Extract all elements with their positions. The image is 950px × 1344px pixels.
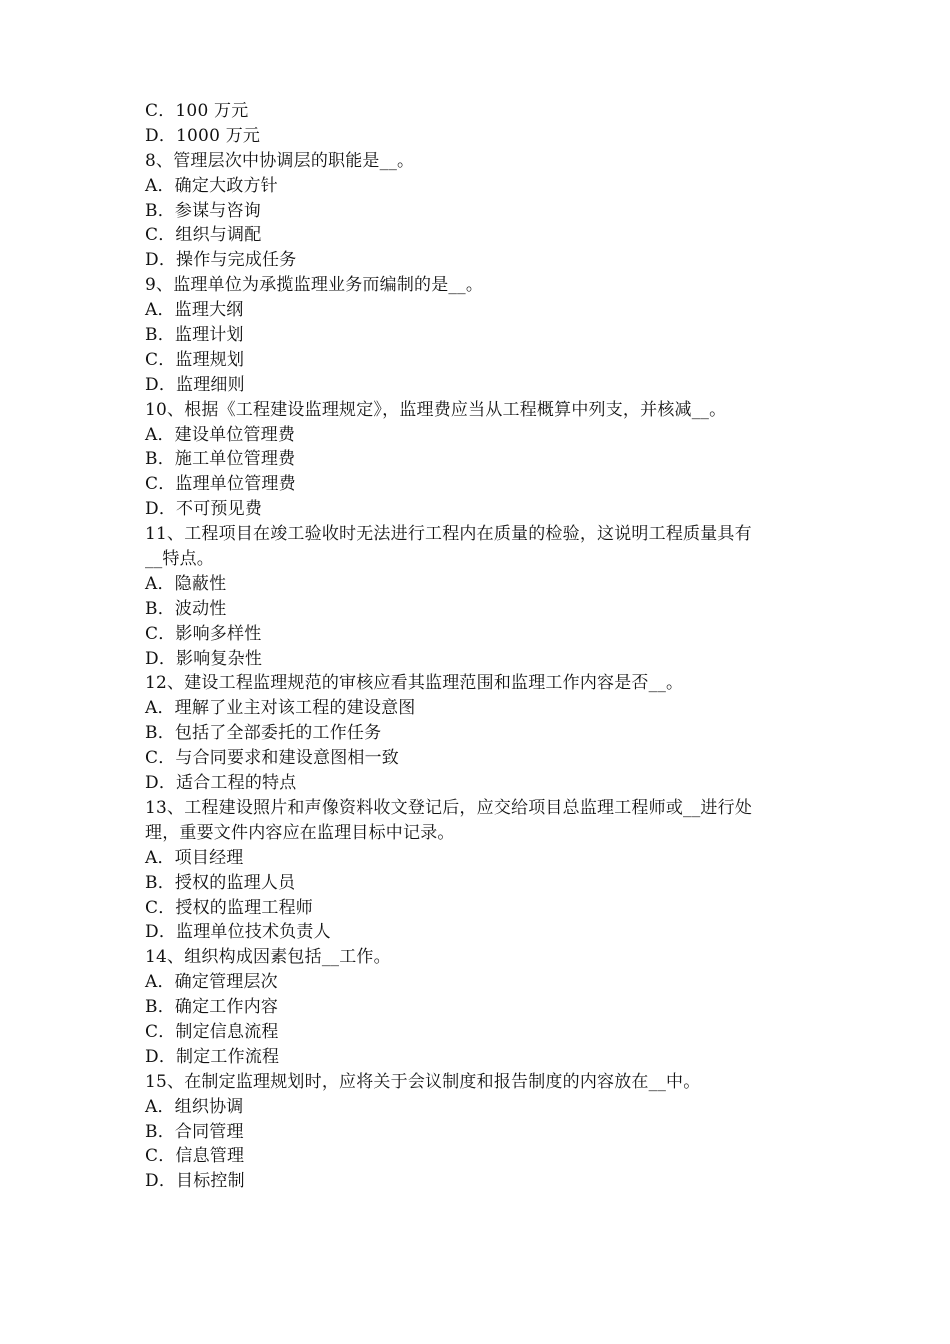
option-line: B．授权的监理人员 [145,872,296,893]
option-line: C．制定信息流程 [145,1021,279,1042]
question-line: 8、管理层次中协调层的职能是__。 [145,150,415,171]
option-line: D．影响复杂性 [145,648,263,669]
question-line: 10、根据《工程建设监理规定》，监理费应当从工程概算中列支，并核减__。 [145,399,727,420]
option-line: B．波动性 [145,598,227,619]
option-line: A．隐蔽性 [145,573,227,594]
option-line: D．监理单位技术负责人 [145,922,331,943]
option-line: D．制定工作流程 [145,1046,280,1067]
option-line: C．授权的监理工程师 [145,897,314,918]
question-line: 15、在制定监理规划时，应将关于会议制度和报告制度的内容放在__中。 [145,1071,701,1092]
option-line: A．监理大纲 [145,300,244,321]
option-line: C．组织与调配 [145,225,262,246]
option-line: A．确定大政方针 [145,175,278,196]
option-line: D．目标控制 [145,1171,245,1192]
option-line: A．确定管理层次 [145,972,278,993]
question-line-continued: __特点。 [145,549,214,570]
option-line: C．与合同要求和建设意图相一致 [145,748,400,769]
option-line: A．理解了业主对该工程的建设意图 [145,698,416,719]
option-line: C．影响多样性 [145,623,262,644]
option-line: B．监理计划 [145,325,244,346]
question-line: 11、工程项目在竣工验收时无法进行工程内在质量的检验，这说明工程质量具有 [145,524,752,545]
option-line: B．参谋与咨询 [145,200,261,221]
option-line: D．操作与完成任务 [145,250,297,271]
document-body [145,99,815,1194]
option-line: D．不可预见费 [145,499,263,520]
option-line: B．施工单位管理费 [145,449,296,470]
option-line: B．确定工作内容 [145,997,279,1018]
question-line: 13、工程建设照片和声像资料收文登记后，应交给项目总监理工程师或__进行处 [145,797,753,818]
option-line: B．包括了全部委托的工作任务 [145,723,382,744]
question-line: 9、监理单位为承揽监理业务而编制的是__。 [145,275,484,296]
option-line: D．监理细则 [145,374,245,395]
question-line: 14、组织构成因素包括__工作。 [145,947,391,968]
option-line: D．1000 万元 [145,125,261,146]
option-line: C．监理单位管理费 [145,474,296,495]
option-line: A．组织协调 [145,1096,244,1117]
option-line: A．建设单位管理费 [145,424,296,445]
option-line: B．合同管理 [145,1121,244,1142]
question-line-continued: 理，重要文件内容应在监理目标中记录。 [145,822,455,843]
option-line: D．适合工程的特点 [145,773,297,794]
option-line: A．项目经理 [145,847,244,868]
option-line: C．100 万元 [145,101,249,121]
option-line: C．信息管理 [145,1146,245,1167]
question-line: 12、建设工程监理规范的审核应看其监理范围和监理工作内容是否__。 [145,673,684,694]
option-line: C．监理规划 [145,349,245,370]
